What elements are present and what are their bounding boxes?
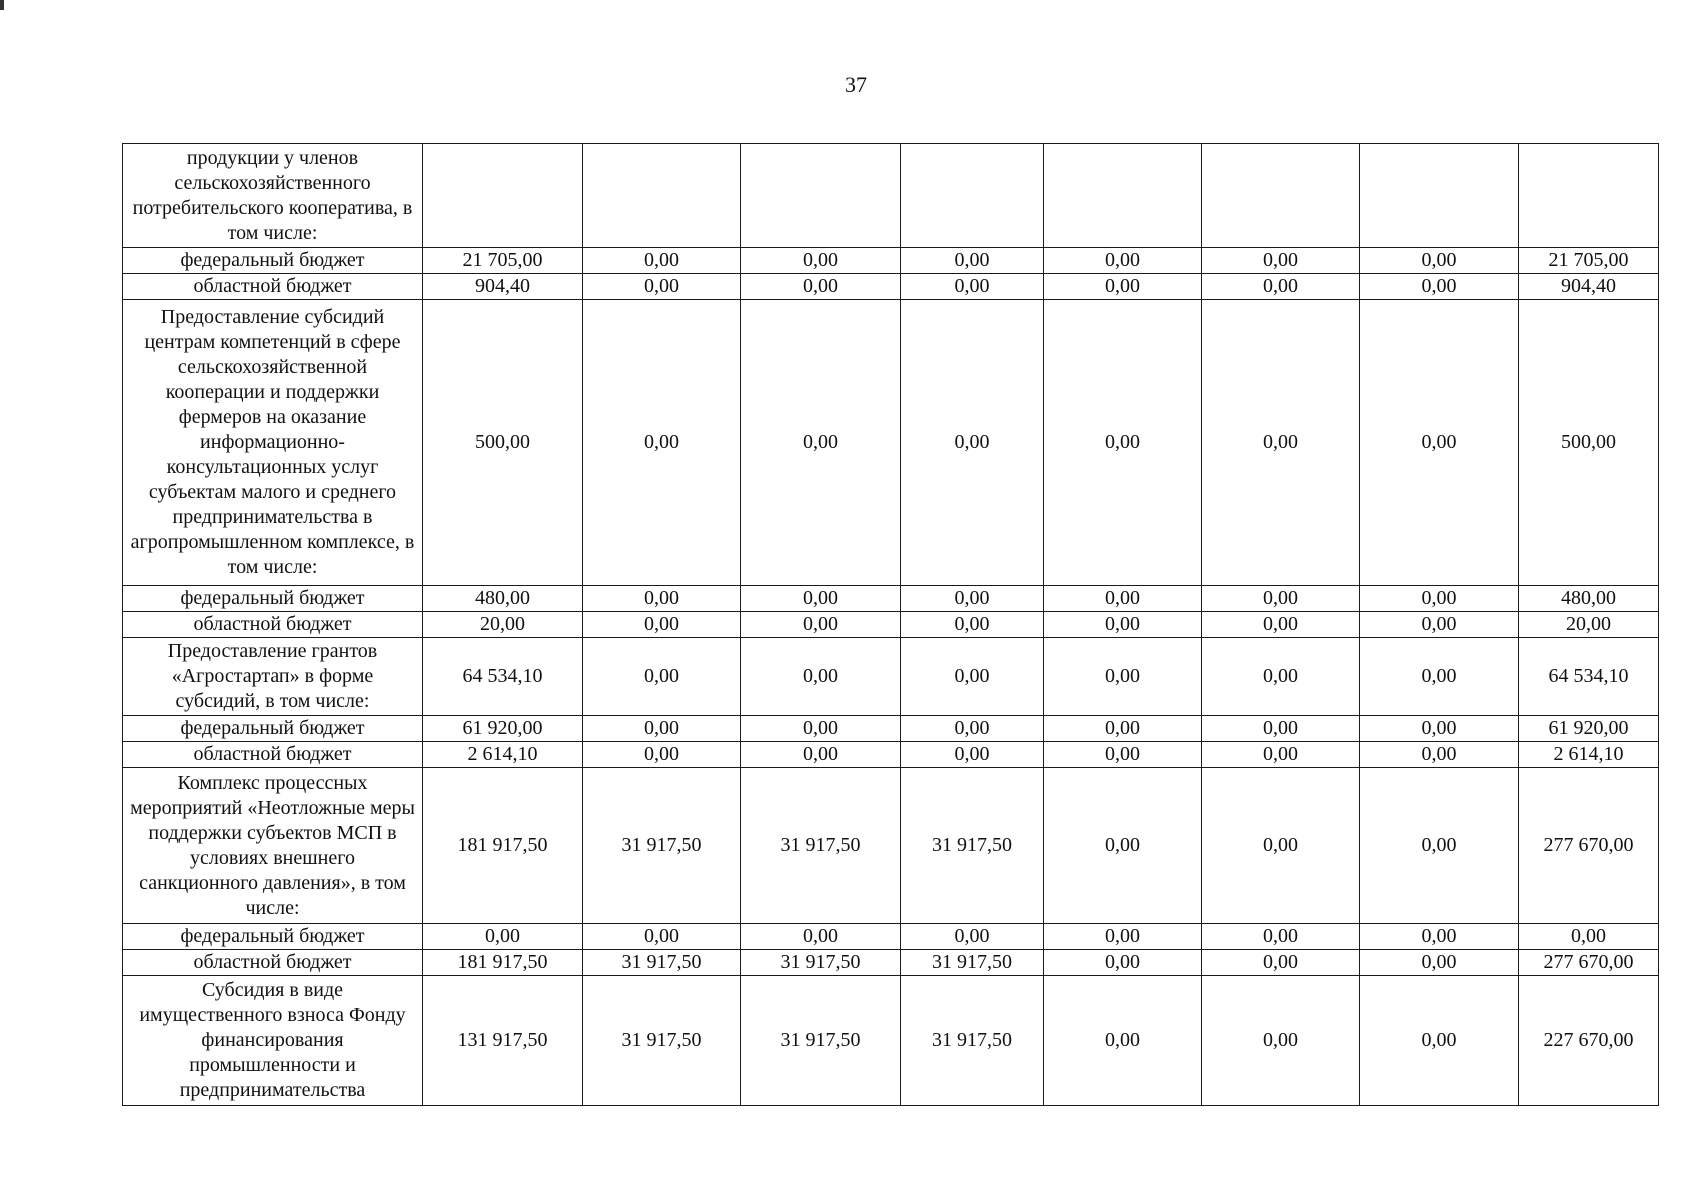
value-cell	[423, 144, 583, 248]
value-cell: 0,00	[1044, 976, 1202, 1106]
page-number: 37	[845, 72, 867, 97]
value-cell	[583, 144, 741, 248]
value-cell: 0,00	[901, 274, 1044, 300]
value-cell: 277 670,00	[1519, 950, 1659, 976]
table-row	[123, 586, 1659, 612]
value-cell: 131 917,50	[423, 976, 583, 1106]
row-label: продукции у членов сельскохозяйственного потребительского кооператива, в том числе:	[123, 144, 423, 248]
value-cell: 0,00	[583, 300, 741, 586]
value-cell: 0,00	[1202, 638, 1360, 716]
value-cell: 0,00	[1202, 300, 1360, 586]
value-cell: 0,00	[1360, 300, 1519, 586]
value-cell: 0,00	[1044, 950, 1202, 976]
value-cell: 0,00	[901, 586, 1044, 612]
value-cell: 227 670,00	[1519, 976, 1659, 1106]
value-cell: 31 917,50	[583, 768, 741, 924]
value-cell: 0,00	[1044, 586, 1202, 612]
row-label: Комплекс процессных мероприятий «Неотложные меры поддержки субъектов МСП в условиях внешнего санкционного давления», в том числе:	[123, 768, 423, 924]
value-cell	[1044, 144, 1202, 248]
value-cell: 0,00	[583, 612, 741, 638]
value-cell: 31 917,50	[901, 950, 1044, 976]
value-cell: 904,40	[423, 274, 583, 300]
value-cell: 0,00	[1202, 924, 1360, 950]
value-cell: 0,00	[1202, 716, 1360, 742]
value-cell: 0,00	[1360, 742, 1519, 768]
value-cell: 0,00	[1360, 976, 1519, 1106]
value-cell: 0,00	[741, 742, 901, 768]
row-label: федеральный бюджет	[123, 924, 423, 950]
value-cell: 500,00	[1519, 300, 1659, 586]
value-cell: 20,00	[1519, 612, 1659, 638]
value-cell: 0,00	[1519, 924, 1659, 950]
table-row	[123, 144, 1659, 248]
table-row	[123, 716, 1659, 742]
value-cell: 0,00	[583, 586, 741, 612]
value-cell: 0,00	[901, 924, 1044, 950]
value-cell: 0,00	[1044, 612, 1202, 638]
value-cell: 0,00	[1202, 950, 1360, 976]
value-cell: 0,00	[1360, 716, 1519, 742]
value-cell: 500,00	[423, 300, 583, 586]
value-cell: 0,00	[1044, 248, 1202, 274]
value-cell: 277 670,00	[1519, 768, 1659, 924]
value-cell: 20,00	[423, 612, 583, 638]
value-cell: 0,00	[1360, 924, 1519, 950]
table-row	[123, 248, 1659, 274]
value-cell: 0,00	[1044, 300, 1202, 586]
value-cell: 0,00	[583, 638, 741, 716]
value-cell: 0,00	[423, 924, 583, 950]
value-cell: 21 705,00	[1519, 248, 1659, 274]
value-cell: 0,00	[583, 274, 741, 300]
value-cell: 31 917,50	[901, 976, 1044, 1106]
value-cell: 0,00	[741, 248, 901, 274]
value-cell: 2 614,10	[1519, 742, 1659, 768]
value-cell: 0,00	[901, 742, 1044, 768]
value-cell: 31 917,50	[901, 768, 1044, 924]
row-label: Предоставление субсидий центрам компетенций в сфере сельскохозяйственной кооперации и поддержки фермеров на оказание информационно-консультационных услуг субъектам малого и среднего предпринимательства в агропромышленном комплексе, в том числе:	[123, 300, 423, 586]
value-cell: 0,00	[741, 586, 901, 612]
row-label: Субсидия в виде имущественного взноса Фонду финансирования промышленности и предпринимательства	[123, 976, 423, 1106]
value-cell: 0,00	[1360, 274, 1519, 300]
value-cell: 0,00	[741, 716, 901, 742]
value-cell: 2 614,10	[423, 742, 583, 768]
value-cell	[1519, 144, 1659, 248]
table-row	[123, 976, 1659, 1106]
table-row	[123, 638, 1659, 716]
value-cell: 31 917,50	[741, 976, 901, 1106]
budget-table	[122, 143, 1659, 1106]
value-cell: 0,00	[1202, 768, 1360, 924]
value-cell: 64 534,10	[423, 638, 583, 716]
value-cell: 0,00	[1360, 950, 1519, 976]
scan-mark	[0, 0, 4, 10]
table-row	[123, 768, 1659, 924]
value-cell: 0,00	[1044, 716, 1202, 742]
value-cell: 0,00	[1360, 586, 1519, 612]
value-cell: 0,00	[901, 248, 1044, 274]
value-cell: 21 705,00	[423, 248, 583, 274]
value-cell: 31 917,50	[583, 950, 741, 976]
value-cell: 0,00	[1202, 612, 1360, 638]
value-cell: 61 920,00	[423, 716, 583, 742]
value-cell: 0,00	[1202, 248, 1360, 274]
value-cell: 0,00	[1202, 274, 1360, 300]
row-label: федеральный бюджет	[123, 716, 423, 742]
value-cell	[1360, 144, 1519, 248]
value-cell: 0,00	[741, 638, 901, 716]
value-cell: 0,00	[583, 924, 741, 950]
value-cell: 181 917,50	[423, 950, 583, 976]
value-cell: 0,00	[1360, 248, 1519, 274]
row-label: областной бюджет	[123, 742, 423, 768]
row-label: федеральный бюджет	[123, 248, 423, 274]
value-cell: 0,00	[1044, 274, 1202, 300]
table-row	[123, 612, 1659, 638]
value-cell: 0,00	[1202, 586, 1360, 612]
value-cell: 0,00	[1044, 638, 1202, 716]
value-cell: 0,00	[901, 612, 1044, 638]
value-cell: 0,00	[741, 612, 901, 638]
value-cell: 0,00	[583, 248, 741, 274]
value-cell: 0,00	[1202, 742, 1360, 768]
value-cell: 31 917,50	[583, 976, 741, 1106]
value-cell: 61 920,00	[1519, 716, 1659, 742]
value-cell	[741, 144, 901, 248]
value-cell: 0,00	[1360, 638, 1519, 716]
value-cell: 0,00	[1360, 612, 1519, 638]
value-cell: 0,00	[1044, 768, 1202, 924]
value-cell: 0,00	[741, 274, 901, 300]
row-label: областной бюджет	[123, 950, 423, 976]
value-cell: 0,00	[1044, 924, 1202, 950]
value-cell: 0,00	[741, 300, 901, 586]
value-cell: 0,00	[1360, 768, 1519, 924]
value-cell: 31 917,50	[741, 950, 901, 976]
value-cell: 480,00	[423, 586, 583, 612]
value-cell	[901, 144, 1044, 248]
value-cell: 0,00	[741, 924, 901, 950]
value-cell: 0,00	[1044, 742, 1202, 768]
table-row	[123, 924, 1659, 950]
row-label: областной бюджет	[123, 274, 423, 300]
value-cell: 904,40	[1519, 274, 1659, 300]
value-cell: 64 534,10	[1519, 638, 1659, 716]
table-row	[123, 742, 1659, 768]
value-cell: 0,00	[583, 742, 741, 768]
table-row	[123, 950, 1659, 976]
row-label: областной бюджет	[123, 612, 423, 638]
value-cell: 0,00	[583, 716, 741, 742]
value-cell: 0,00	[901, 716, 1044, 742]
value-cell: 0,00	[901, 300, 1044, 586]
table-row	[123, 300, 1659, 586]
table-row	[123, 274, 1659, 300]
value-cell: 0,00	[1202, 976, 1360, 1106]
row-label: Предоставление грантов «Агростартап» в форме субсидий, в том числе:	[123, 638, 423, 716]
value-cell: 0,00	[901, 638, 1044, 716]
value-cell: 480,00	[1519, 586, 1659, 612]
value-cell	[1202, 144, 1360, 248]
value-cell: 181 917,50	[423, 768, 583, 924]
row-label: федеральный бюджет	[123, 586, 423, 612]
value-cell: 31 917,50	[741, 768, 901, 924]
